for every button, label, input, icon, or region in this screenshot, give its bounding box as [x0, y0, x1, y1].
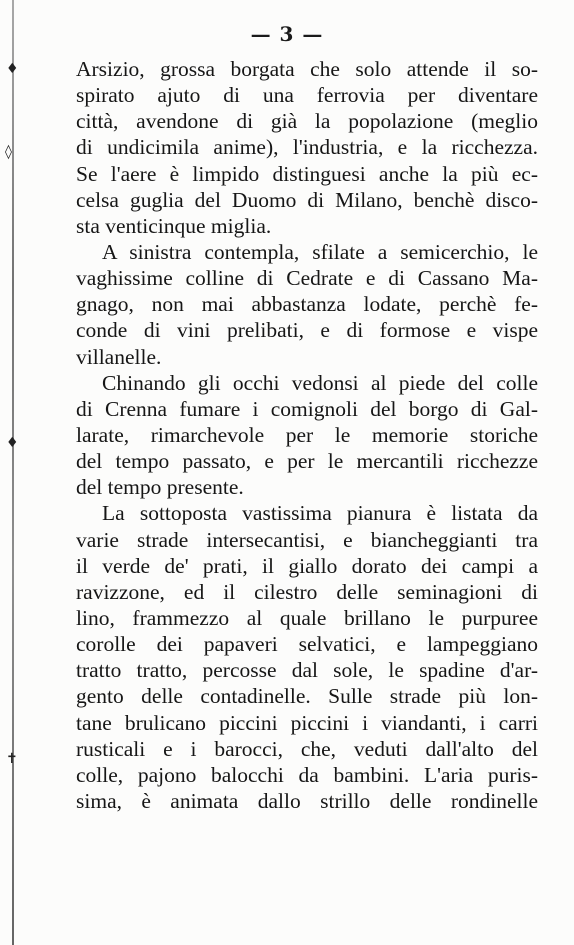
text-line: celsa guglia del Duomo di Milano, benchè disco-	[76, 187, 538, 212]
text-line: ravizzone, ed il cilestro delle seminagioni di	[76, 579, 538, 604]
paragraph	[76, 500, 538, 814]
text-line: città, avendone di già la popolazione (meglio	[76, 109, 538, 134]
text-line: il verde de' prati, il giallo dorato dei campi a	[76, 553, 538, 578]
text-line: gento delle contadinelle. Sulle strade più lon-	[76, 684, 538, 709]
edge-ornament: ♦	[6, 435, 19, 451]
text-line: spirato ajuto di una ferrovia per diventare	[76, 83, 538, 108]
text-line: villanelle.	[76, 344, 162, 369]
text-line: tane brulicano piccini piccini i viandanti, i carri	[76, 710, 538, 735]
edge-ornament: ◊	[5, 144, 12, 160]
text-line: colle, pajono balocchi da bambini. L'aria puris-	[76, 762, 538, 787]
text-line: del tempo passato, e per le mercantili ricchezze	[76, 449, 538, 474]
text-line: rusticali e i barocci, che, veduti dall'alto del	[76, 736, 538, 761]
text-line: larate, rimarchevole per le memorie storiche	[76, 422, 538, 447]
text-line: tratto tratto, percosse dal sole, le spadine d'ar-	[76, 658, 538, 683]
paragraph	[76, 56, 538, 239]
edge-ornament: ✝	[6, 751, 18, 767]
text-line: La sottoposta vastissima pianura è listata da	[102, 501, 538, 526]
text-line: conde di vini prelibati, e di formose e vispe	[76, 318, 538, 343]
text-line: A sinistra contempla, sfilate a semicerchio, le	[102, 239, 538, 264]
body-text	[76, 56, 538, 814]
paragraph	[76, 239, 538, 370]
edge-ornament: ♦	[6, 61, 19, 77]
text-line: corolle dei papaveri selvatici, e lampeggiano	[76, 632, 538, 657]
text-line: Se l'aere è limpido distinguesi anche la più ec-	[76, 161, 538, 186]
text-line: sta venticinque miglia.	[76, 213, 272, 238]
text-line: lino, frammezzo al quale brillano le purpuree	[76, 605, 538, 630]
text-line: varie strade intersecantisi, e biancheggianti tra	[76, 527, 538, 552]
page-number: — 3 —	[250, 22, 324, 46]
text-line: Arsizio, grossa borgata che solo attende il so-	[76, 57, 538, 81]
paragraph	[76, 370, 538, 501]
text-line: vaghissime colline di Cedrate e di Cassano Ma-	[76, 266, 538, 291]
text-line: sima, è animata dallo strillo delle rondinelle	[76, 788, 538, 813]
text-line: di undicimila anime), l'industria, e la ricchezza.	[76, 135, 538, 160]
text-line: Chinando gli occhi vedonsi al piede del colle	[102, 370, 538, 395]
text-line: del tempo presente.	[76, 475, 244, 500]
text-line: di Crenna fumare i comignoli del borgo di Gal-	[76, 396, 538, 421]
binding-edge	[12, 0, 14, 945]
text-line: gnago, non mai abbastanza lodate, perchè fe-	[76, 292, 538, 317]
